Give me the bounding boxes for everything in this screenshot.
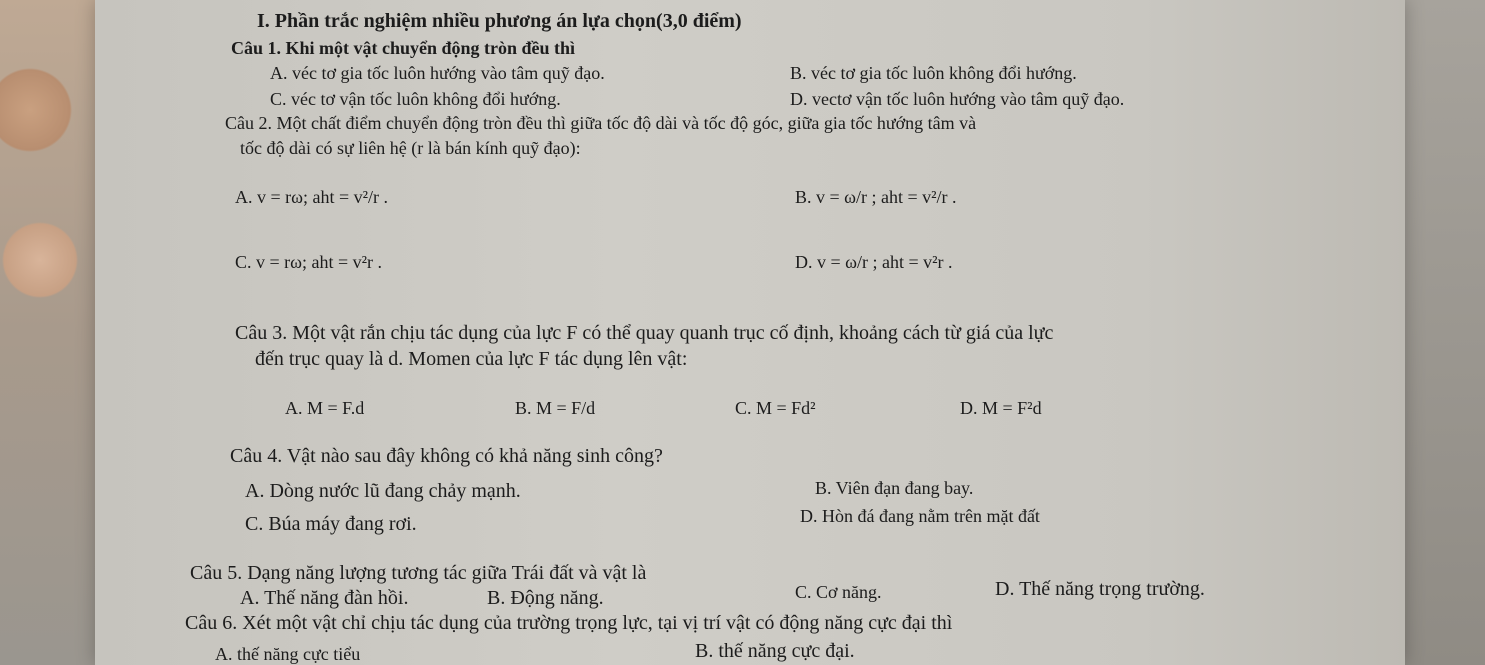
q2-option-c: C. v = rω; aht = v²r .: [235, 252, 383, 272]
background-right: [1395, 0, 1485, 665]
q3-stem-line2: đến trục quay là d. Momen của lực F tác dụng lên vật:: [255, 348, 688, 370]
q1-option-b: B. véc tơ gia tốc luôn không đổi hướng.: [790, 63, 1077, 83]
q5-option-a: A. Thế năng đàn hồi.: [240, 587, 409, 609]
section-title: I. Phần trắc nghiệm nhiều phương án lựa chọn(3,0 điểm): [257, 10, 742, 32]
q4-stem: Câu 4. Vật nào sau đây không có khả năng sinh công?: [230, 445, 663, 467]
q2-stem-line1: Câu 2. Một chất điểm chuyển động tròn đều thì giữa tốc độ dài và tốc độ góc, giữa gia tốc hướng tâm và: [225, 113, 977, 133]
q3-option-d: D. M = F²d: [960, 398, 1042, 418]
q3-option-c: C. M = Fd²: [735, 398, 816, 418]
q1-option-d: D. vectơ vận tốc luôn hướng vào tâm quỹ đạo.: [790, 89, 1125, 109]
exam-paper: [95, 0, 1405, 665]
q6-stem: Câu 6. Xét một vật chỉ chịu tác dụng của trường trọng lực, tại vị trí vật có động năng cực đại thì: [185, 612, 953, 634]
q1-stem: Câu 1. Khi một vật chuyển động tròn đều thì: [231, 38, 576, 58]
q2-option-d: D. v = ω/r ; aht = v²r .: [795, 252, 953, 272]
q5-option-b: B. Động năng.: [487, 587, 604, 609]
q4-option-d: D. Hòn đá đang nằm trên mặt đất: [800, 506, 1040, 526]
q5-stem: Câu 5. Dạng năng lượng tương tác giữa Trái đất và vật là: [190, 562, 647, 584]
q5-option-c: C. Cơ năng.: [795, 582, 882, 602]
q4-option-c: C. Búa máy đang rơi.: [245, 513, 417, 535]
q5-option-d: D. Thế năng trọng trường.: [995, 578, 1205, 600]
q2-option-b: B. v = ω/r ; aht = v²/r .: [795, 187, 957, 207]
q1-option-c: C. véc tơ vận tốc luôn không đổi hướng.: [270, 89, 561, 109]
q2-stem-line2: tốc độ dài có sự liên hệ (r là bán kính quỹ đạo):: [240, 138, 581, 158]
q1-option-a: A. véc tơ gia tốc luôn hướng vào tâm quỹ đạo.: [270, 63, 605, 83]
q4-option-a: A. Dòng nước lũ đang chảy mạnh.: [245, 480, 521, 502]
q3-option-b: B. M = F/d: [515, 398, 596, 418]
q3-option-a: A. M = F.d: [285, 398, 365, 418]
q6-option-b: B. thế năng cực đại.: [695, 640, 855, 662]
q2-option-a: A. v = rω; aht = v²/r .: [235, 187, 389, 207]
q3-stem-line1: Câu 3. Một vật rắn chịu tác dụng của lực F có thể quay quanh trục cố định, khoảng cách từ giá của lực: [235, 322, 1054, 344]
q4-option-b: B. Viên đạn đang bay.: [815, 478, 974, 498]
q6-option-a: A. thế năng cực tiểu: [215, 644, 361, 664]
